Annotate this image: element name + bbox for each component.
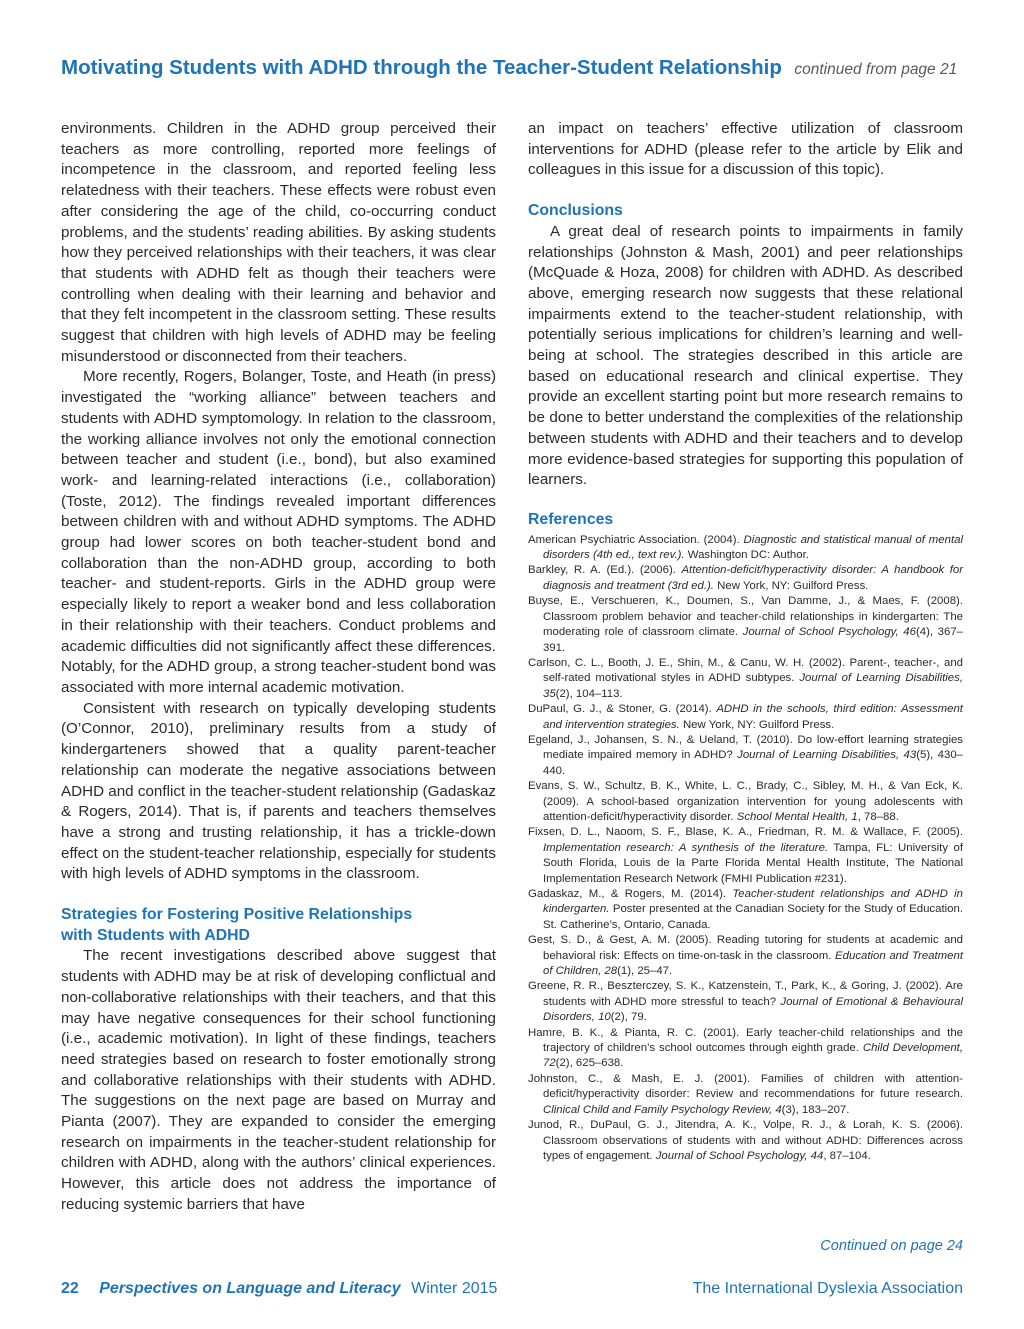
reference-source: Journal of Learning Disabilities, 35 <box>543 672 963 700</box>
reference-item <box>528 933 963 979</box>
reference-item <box>528 779 963 825</box>
reference-detail: (2), 625–638. <box>555 1057 624 1070</box>
reference-item <box>528 1026 963 1072</box>
reference-detail: (2), 79. <box>610 1011 647 1024</box>
reference-detail: Poster presented at the Canadian Society for the Study of Education. St. Catherine’s, Ontario, Canada. <box>543 903 963 931</box>
reference-text: American Psychiatric Association. (2004). <box>528 533 744 546</box>
reference-detail: Washington DC: Author. <box>684 549 809 562</box>
article-title: Motivating Students with ADHD through the Teacher-Student Relationship <box>61 56 782 79</box>
reference-item <box>528 594 963 656</box>
reference-source: Journal of School Psychology, 46 <box>742 626 916 639</box>
reference-detail: New York, NY: Guilford Press. <box>713 579 869 592</box>
reference-item <box>528 733 963 779</box>
reference-text: Gest, S. D., & Gest, A. M. (2005). Reading tutoring for students at academic and behavioral risk: Effects on time-on-task in the classroom. <box>528 934 963 962</box>
journal-name: Perspectives on Language and Literacy <box>99 1280 401 1297</box>
body-paragraph: environments. Children in the ADHD group perceived their teachers as more controlling, reported more feelings of incompetence in the classroom, and reported feeling less relatedness with their teachers. These effects were robust even after considering the age of the child, co-occurring conduct problems, and the students’ reading abilities. By asking students how they perceived relationships with their teachers, it was clear that students with ADHD felt as though their teachers were controlling when dealing with their learning and behavior and that they felt incompetent in the classroom setting. These results suggest that children with high levels of ADHD may be feeling misunderstood or disconnected from their teachers. <box>61 120 496 365</box>
reference-text: DuPaul, G. J., & Stoner, G. (2014). <box>528 703 717 716</box>
reference-detail: , 78–88. <box>857 810 899 823</box>
page-footer <box>61 1280 963 1298</box>
reference-item <box>528 702 963 733</box>
reference-source: Journal of School Psychology, 44 <box>655 1149 824 1162</box>
body-paragraph: More recently, Rogers, Bolanger, Toste, and Heath (in press) investigated the “working alliance” between teachers and students with ADHD symptomology. In relation to the classroom, the working alliance involves not only the emotional connection between teacher and student (i.e., bond), but also examined work- and learning-related interactions (i.e., collaboration) (Toste, 2012). The findings revealed important differences between children with and without ADHD symptoms. The ADHD group had lower scores on both teacher-student bond and collaboration than the non-ADHD group, according to both teacher- and student-reports. Girls in the ADHD group were especially likely to report a weaker bond and less collaboration in their relationship with their teachers. Conduct problems and academic difficulties did not significantly affect these differences. Notably, for the ADHD group, a strong teacher-student bond was associated with more internal academic motivation. <box>61 368 496 696</box>
body-paragraph: A great deal of research points to impairments in family relationships (Johnston & Mash, 2001) and peer relationships (McQuade & Hoza, 2008) for children with ADHD. As described above, emerging research now suggests that these relational impairments extend to the teacher-student relationship, with potentially serious implications for children’s learning and well-being at school. The strategies described in this article are based on educational research and clinical expertise. They provide an excellent starting point but more research remains to be done to better understand the complexities of the relationship between students with ADHD and their teachers and to develop more evidence-based strategies for supporting this population of learners. <box>528 222 963 489</box>
reference-source: Diagnostic and statistical manual of mental disorders (4th ed., text rev.). <box>543 533 963 562</box>
reference-detail: (3), 183–207. <box>781 1103 850 1116</box>
reference-source: Implementation research: A synthesis of the literature. <box>543 841 829 854</box>
reference-text: Hamre, B. K., & Pianta, R. C. (2001). Early teacher-child relationships and the trajectory of children’s school outcomes through eighth grade. <box>528 1026 963 1055</box>
reference-source: ADHD in the schools, third edition: Assessment and intervention strategies. <box>543 703 963 731</box>
reference-text: Carlson, C. L., Booth, J. E., Shin, M., & Canu, W. H. (2002). Parent-, teacher-, and self-rated motivational styles in ADHD subtypes. <box>528 656 963 685</box>
section-heading-strategies <box>61 905 496 946</box>
reference-item <box>528 563 963 594</box>
reference-text: Greene, R. R., Beszterczey, S. K., Katzenstein, T., Park, K., & Goring, J. (2002). Are students with ADHD more stressful to teach? <box>528 980 963 1008</box>
page-number: 22 <box>61 1280 79 1297</box>
reference-source: Child Development, 72 <box>543 1042 963 1070</box>
continued-on-note: Continued on page 24 <box>820 1238 963 1254</box>
reference-text: Junod, R., DuPaul, G. J., Jitendra, A. K., Volpe, R. J., & Lorah, K. S. (2006). Classroom observations of students with and without ADHD: Differences across types of engagement. <box>528 1119 963 1162</box>
reference-detail: New York, NY: Guilford Press. <box>679 718 835 731</box>
reference-item <box>528 887 963 933</box>
reference-text: Evans, S. W., Schultz, B. K., White, L. C., Brady, C., Sibley, M. H., & Van Eck, K. (2009). A school-based organization intervention for young adolescents with attention-deficit/hyperactivity disorder. <box>528 780 963 823</box>
reference-source: Attention-deficit/hyperactivity disorder: A handbook for diagnosis and treatment (3rd ed.). <box>543 564 963 592</box>
reference-item <box>528 1118 963 1164</box>
reference-text: Egeland, J., Johansen, S. N., & Ueland, T. (2010). Do low-effort learning strategies mediate impaired memory in ADHD? <box>528 733 963 762</box>
page-header <box>61 56 961 80</box>
reference-list <box>528 533 963 1165</box>
reference-source: Journal of Learning Disabilities, 43 <box>737 749 917 762</box>
reference-source: Education and Treatment of Children, 28 <box>543 949 963 978</box>
reference-detail: (2), 104–113. <box>555 687 623 700</box>
reference-detail: , 87–104. <box>823 1149 871 1162</box>
reference-detail: (4), 367–391. <box>543 626 963 654</box>
reference-detail: (1), 25–47. <box>617 965 673 978</box>
reference-detail: Tampa, FL: University of South Florida, Louis de la Parte Florida Mental Health Institute, The National Implementation Research Network (FMHI Publication #231). <box>543 841 963 885</box>
reference-item <box>528 656 963 702</box>
reference-source: School Mental Health, 1 <box>736 810 858 823</box>
section-heading-references: References <box>528 510 614 528</box>
reference-item <box>528 533 963 564</box>
left-column <box>61 119 496 1216</box>
body-paragraph: The recent investigations described above suggest that students with ADHD may be at risk of developing conflictual and non-collaborative relationships with their teachers, and that this may have negative consequences for their school functioning (i.e., academic motivation). In light of these findings, teachers need strategies based on research to foster emotionally strong and collaborative relationships with their students with ADHD. The suggestions on the next page are based on Murray and Pianta (2007). They are expanded to consider the emerging research on impairments in the teacher-student relationship for children with ADHD, along with the authors’ clinical experiences. However, this article does not address the importance of reducing systemic barriers that have <box>61 947 496 1213</box>
reference-source: Journal of Emotional & Behavioural Disorders, 10 <box>543 995 963 1024</box>
reference-source: Teacher-student relationships and ADHD in kindergarten. <box>543 888 963 916</box>
continued-from-note: continued from page 21 <box>794 61 958 78</box>
reference-item <box>528 979 963 1025</box>
right-column <box>528 119 963 1164</box>
reference-detail: (5), 430–440. <box>543 749 964 777</box>
body-paragraph: Consistent with research on typically developing students (O’Connor, 2010), preliminary results from a study of kindergarteners showed that a quality parent-teacher relationship can moderate the negative associations between ADHD and conflict in the teacher-student relationship (Gadaskaz & Rogers, 2014). That is, if parents and teachers themselves have a strong and trusting relationship, it has a trickle-down effect on the student-teacher relationship, especially for students with high levels of ADHD symptoms in the classroom. <box>61 699 496 883</box>
reference-text: Buyse, E., Verschueren, K., Doumen, S., Van Damme, J., & Maes, F. (2008). Classroom problem behavior and teacher-child relationships in kindergarten: The moderating role of classroom climate. <box>528 595 963 639</box>
organization-name: The International Dyslexia Association <box>692 1280 963 1297</box>
reference-text: Gadaskaz, M., & Rogers, M. (2014). <box>528 888 733 900</box>
reference-item <box>528 1072 963 1118</box>
reference-text: Barkley, R. A. (Ed.). (2006). <box>528 564 682 577</box>
reference-source: Clinical Child and Family Psychology Review, 4 <box>543 1103 782 1116</box>
reference-text: Fixsen, D. L., Naoom, S. F., Blase, K. A., Friedman, R. M. & Wallace, F. (2005). <box>528 826 963 839</box>
reference-text: Johnston, C., & Mash, E. J. (2001). Families of children with attention-deficit/hyperactivity disorder: Review and recommendations for future research. <box>528 1072 963 1101</box>
section-heading-conclusions: Conclusions <box>528 202 623 220</box>
heading-line: Strategies for Fostering Positive Relationships <box>61 906 413 924</box>
issue-label: Winter 2015 <box>411 1280 498 1297</box>
reference-item <box>528 825 963 887</box>
heading-line: with Students with ADHD <box>61 926 250 944</box>
body-paragraph: an impact on teachers’ effective utilization of classroom interventions for ADHD (please refer to the article by Elik and colleagues in this issue for a discussion of this topic). <box>528 120 963 179</box>
